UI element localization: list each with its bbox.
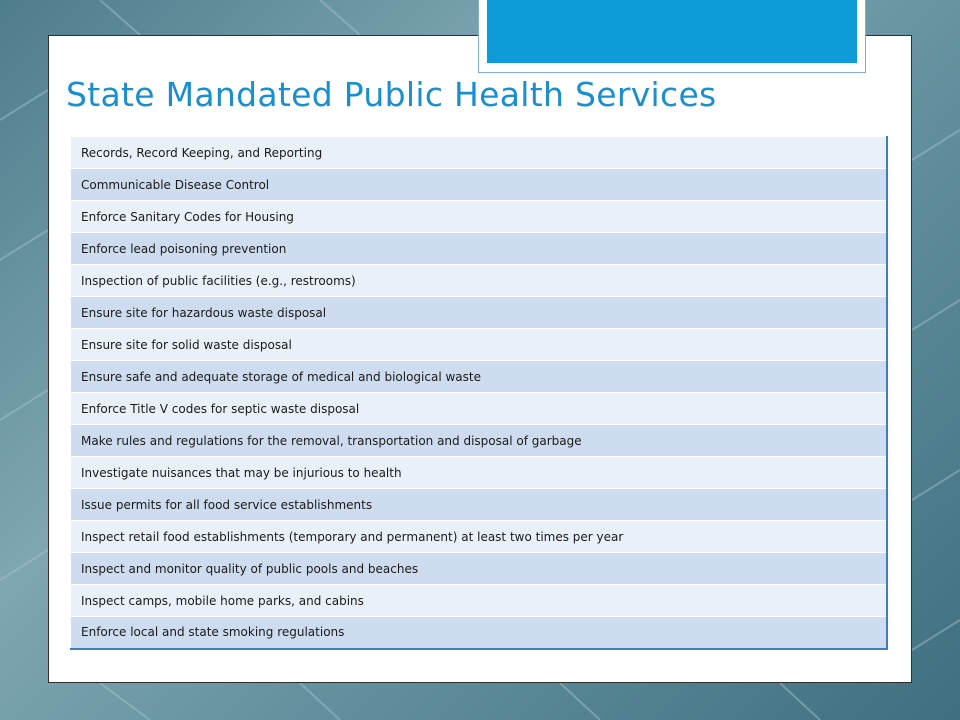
services-table [70, 136, 888, 650]
table-row [71, 553, 888, 585]
table-row [71, 361, 888, 393]
table-row [71, 297, 888, 329]
table-row [71, 137, 888, 169]
table-row [71, 393, 888, 425]
table-row [71, 585, 888, 617]
service-cell: Ensure site for solid waste disposal [71, 329, 888, 361]
service-cell: Enforce Title V codes for septic waste disposal [71, 393, 888, 425]
service-cell: Make rules and regulations for the removal, transportation and disposal of garbage [71, 425, 888, 457]
service-cell: Ensure safe and adequate storage of medical and biological waste [71, 361, 888, 393]
service-cell: Ensure site for hazardous waste disposal [71, 297, 888, 329]
table-row [71, 201, 888, 233]
service-cell: Enforce lead poisoning prevention [71, 233, 888, 265]
table-row [71, 457, 888, 489]
table-row [71, 489, 888, 521]
table-row [71, 265, 888, 297]
service-cell: Inspect and monitor quality of public pools and beaches [71, 553, 888, 585]
service-cell: Enforce local and state smoking regulations [71, 617, 888, 649]
slide-title: State Mandated Public Health Services [66, 75, 717, 114]
table-row [71, 233, 888, 265]
service-cell: Records, Record Keeping, and Reporting [71, 137, 888, 169]
service-cell: Inspect camps, mobile home parks, and cabins [71, 585, 888, 617]
table-row [71, 521, 888, 553]
service-cell: Investigate nuisances that may be injurious to health [71, 457, 888, 489]
service-cell: Communicable Disease Control [71, 169, 888, 201]
table-row [71, 425, 888, 457]
service-cell: Enforce Sanitary Codes for Housing [71, 201, 888, 233]
service-cell: Inspect retail food establishments (temporary and permanent) at least two times per year [71, 521, 888, 553]
service-cell: Issue permits for all food service establishments [71, 489, 888, 521]
service-cell: Inspection of public facilities (e.g., restrooms) [71, 265, 888, 297]
accent-block [487, 0, 857, 63]
table-row [71, 617, 888, 649]
table-row [71, 169, 888, 201]
table-row [71, 329, 888, 361]
